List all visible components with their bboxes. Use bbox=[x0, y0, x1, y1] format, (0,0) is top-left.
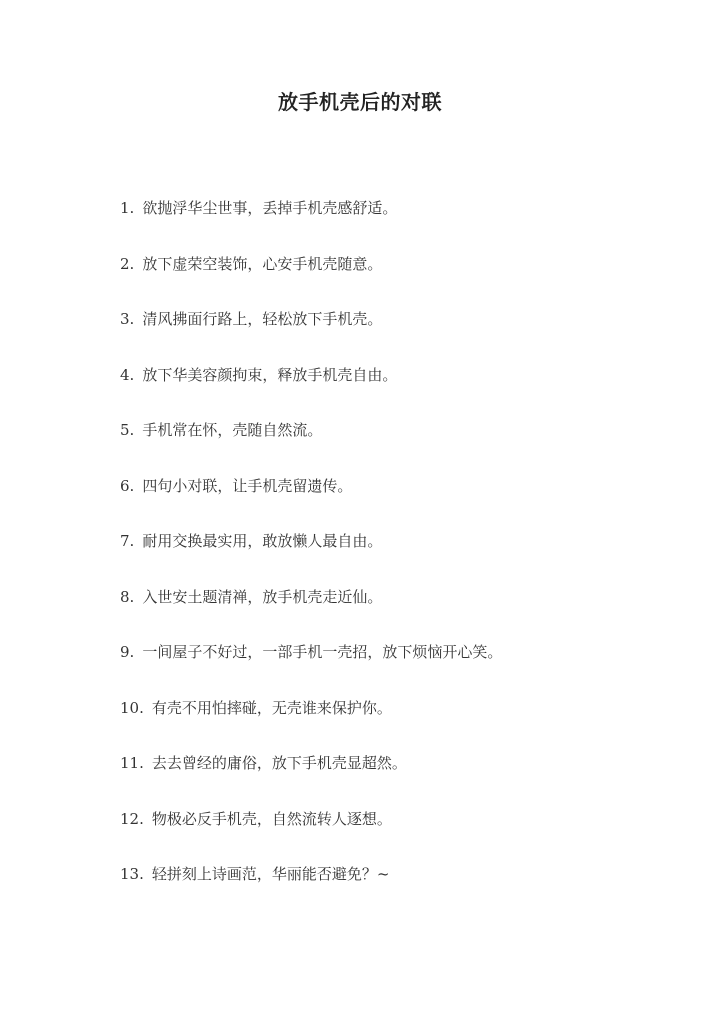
item-number: 5. bbox=[120, 421, 135, 439]
couplet-item bbox=[120, 363, 680, 419]
item-number: 9. bbox=[120, 643, 135, 661]
item-number: 10. bbox=[120, 698, 144, 717]
couplet-item bbox=[120, 307, 680, 363]
couplet-text: 手机常在怀，壳随自然流。 bbox=[142, 421, 323, 439]
couplet-text: 放下华美容颜拘束，释放手机壳自由。 bbox=[142, 365, 398, 384]
couplet-item bbox=[120, 252, 680, 308]
couplet-text: 四句小对联，让手机壳留遗传。 bbox=[142, 476, 353, 495]
couplet-text: 放下虚荣空装饰，心安手机壳随意。 bbox=[142, 254, 383, 273]
couplet-text: 有壳不用怕摔碰，无壳谁来保护你。 bbox=[151, 698, 392, 717]
couplet-text: 轻拼刻上诗画范，华丽能否避免？~ bbox=[151, 865, 390, 883]
couplet-item bbox=[120, 196, 680, 252]
couplet-item bbox=[120, 529, 680, 585]
item-number: 2. bbox=[120, 254, 135, 273]
item-number: 8. bbox=[120, 587, 135, 606]
couplet-item bbox=[120, 585, 680, 641]
couplet-text: 清风拂面行路上，轻松放下手机壳。 bbox=[142, 310, 383, 328]
couplet-text: 欲抛浮华尘世事，丢掉手机壳感舒适。 bbox=[142, 199, 398, 217]
couplet-item bbox=[120, 640, 680, 696]
couplet-text: 入世安土题清禅，放手机壳走近仙。 bbox=[142, 587, 383, 606]
item-number: 12. bbox=[120, 809, 144, 828]
couplet-item bbox=[120, 696, 680, 752]
item-number: 6. bbox=[120, 476, 135, 495]
couplet-list bbox=[120, 196, 680, 918]
document-title: 放手机壳后的对联 bbox=[278, 90, 442, 114]
couplet-item bbox=[120, 862, 680, 918]
couplet-text: 一间屋子不好过，一部手机一壳招，放下烦恼开心笑。 bbox=[142, 643, 503, 661]
item-number: 13. bbox=[120, 865, 144, 883]
couplet-text: 物极必反手机壳，自然流转人逐想。 bbox=[151, 809, 392, 828]
couplet-item bbox=[120, 474, 680, 530]
item-number: 4. bbox=[120, 365, 135, 384]
couplet-item bbox=[120, 751, 680, 807]
couplet-item bbox=[120, 807, 680, 863]
item-number: 1. bbox=[120, 199, 135, 217]
item-number: 7. bbox=[120, 532, 135, 550]
item-number: 11. bbox=[120, 754, 144, 772]
couplet-text: 去去曾经的庸俗，放下手机壳显超然。 bbox=[151, 754, 407, 772]
couplet-item bbox=[120, 418, 680, 474]
item-number: 3. bbox=[120, 310, 135, 328]
couplet-text: 耐用交换最实用，敢放懒人最自由。 bbox=[142, 532, 383, 550]
